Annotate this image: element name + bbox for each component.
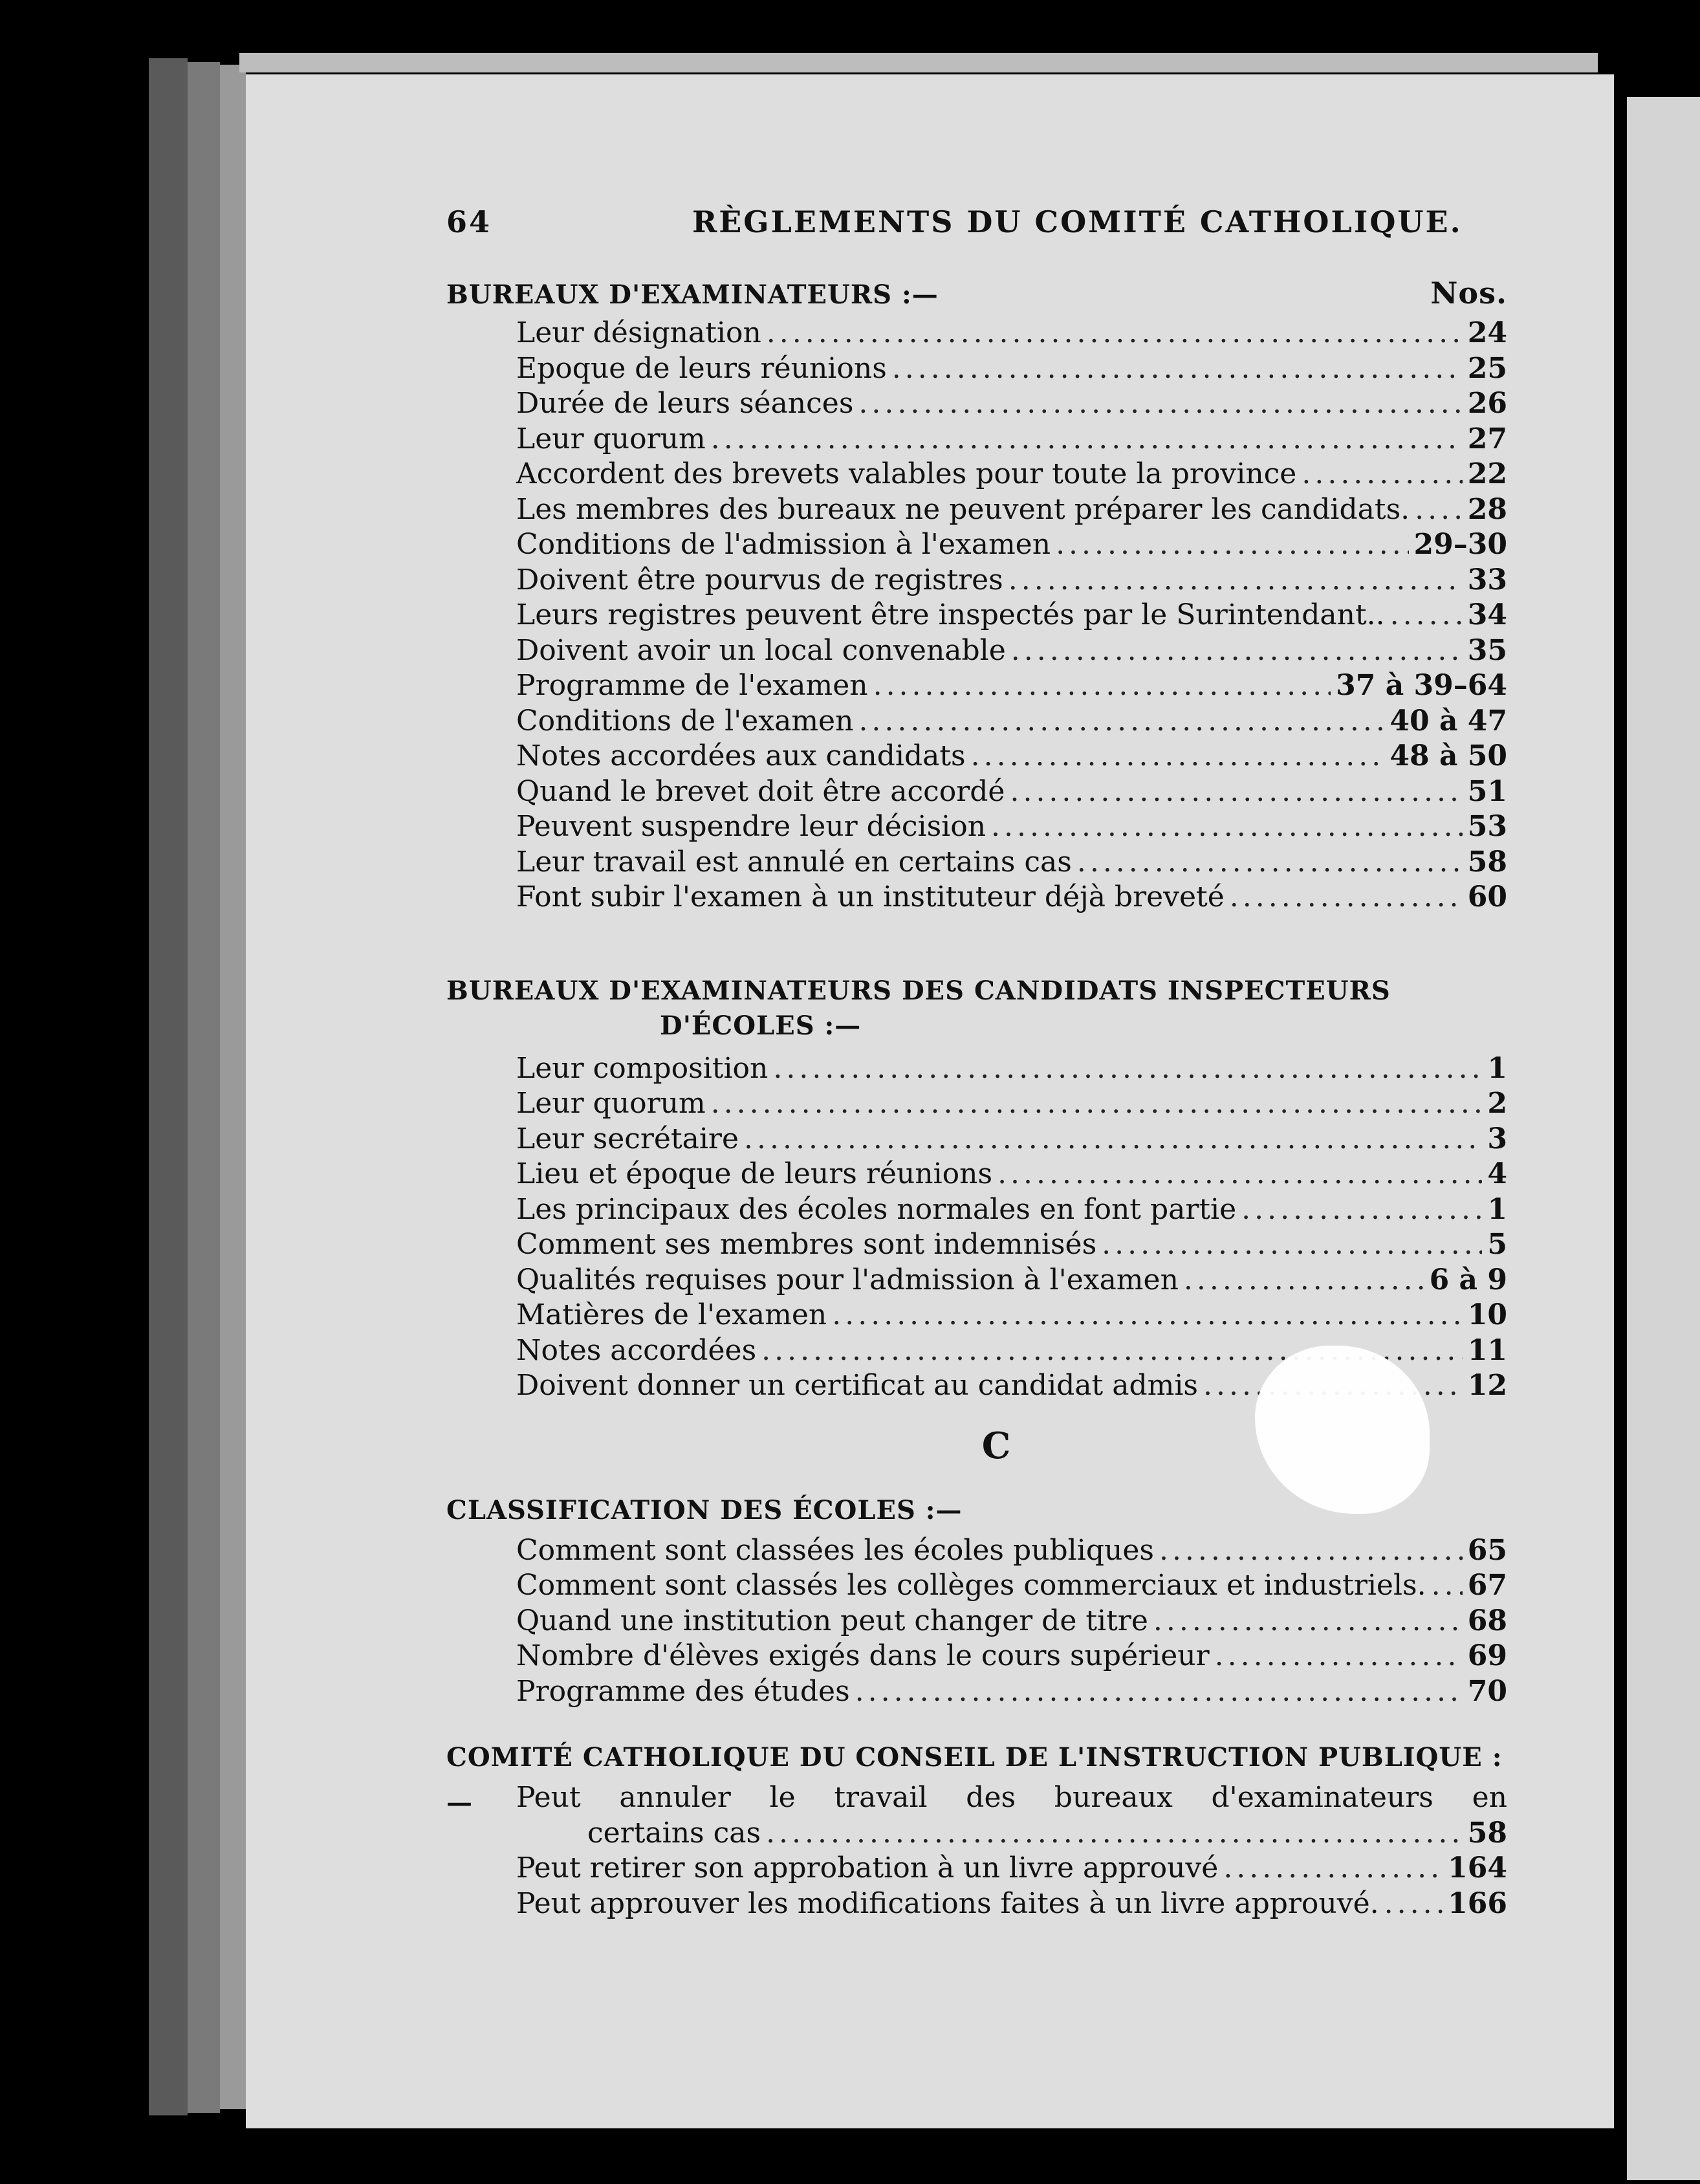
list-item [446, 809, 1507, 845]
leader-dots [892, 351, 1463, 387]
section-title: BUREAUX D'EXAMINATEURS :— [446, 279, 939, 310]
leader-dots [971, 739, 1385, 774]
list-item [446, 422, 1507, 457]
list-item [446, 386, 1507, 422]
entry-number: 70 [1467, 1674, 1507, 1708]
entry-number: 51 [1467, 774, 1507, 808]
entry-text: Epoque de leurs réunions [516, 351, 887, 385]
entry-number: 48 à 50 [1389, 739, 1507, 772]
alphabet-letter: C [981, 1424, 1011, 1467]
leader-dots [832, 1298, 1463, 1333]
entry-number: 166 [1448, 1886, 1507, 1920]
list-item [446, 1886, 1507, 1922]
entry-number: 29–30 [1413, 528, 1507, 561]
entry-text: Comment ses membres sont indemnisés [516, 1228, 1097, 1261]
list-item [446, 1157, 1507, 1192]
section-heading [446, 974, 1507, 1043]
section-heading [446, 270, 1507, 316]
leader-dots [711, 1086, 1483, 1122]
entry-number: 1 [1487, 1051, 1507, 1085]
entry-number: 26 [1467, 387, 1507, 420]
entry-number: 22 [1467, 457, 1507, 490]
section-title: COMITÉ CATHOLIQUE DU CONSEIL DE L'INSTRUCTION PUBLIQUE :— [446, 1742, 1503, 1818]
entry-text: Nombre d'élèves exigés dans le cours supérieur [516, 1639, 1210, 1672]
entry-text: Font subir l'examen à un instituteur déjà breveté [516, 880, 1225, 913]
entry-number: 12 [1467, 1369, 1507, 1402]
leader-dots [773, 1051, 1482, 1087]
entry-list [446, 1851, 1507, 1921]
entry-number: 164 [1448, 1851, 1507, 1884]
leader-dots [1241, 1192, 1482, 1228]
entry-number: 60 [1467, 880, 1507, 913]
leader-dots [1010, 774, 1462, 810]
entry-text: Accordent des brevets valables pour toute la province [516, 457, 1297, 490]
page-stack-edge [188, 62, 220, 2113]
entry-text: Leur désignation [516, 316, 761, 349]
page-number: 64 [446, 204, 492, 239]
entry-number: 11 [1467, 1333, 1507, 1367]
list-item [446, 1086, 1507, 1122]
page-stack-edge [220, 65, 246, 2109]
index-content [446, 270, 1507, 1921]
list-item [446, 1851, 1507, 1886]
leader-dots [1008, 563, 1463, 598]
entry-number: 33 [1467, 563, 1507, 596]
leader-dots [1011, 633, 1463, 669]
entry-number: 67 [1467, 1569, 1507, 1602]
section-title-line1: BUREAUX D'EXAMINATEURS DES CANDIDATS INSPECTEURS [446, 975, 1391, 1006]
entry-text: Leur composition [516, 1051, 768, 1085]
leader-dots [766, 1816, 1463, 1851]
list-item [446, 1122, 1507, 1157]
entry-number: 37 à 39–64 [1336, 669, 1507, 702]
entry-text: Conditions de l'admission à l'examen [516, 528, 1051, 561]
entry-text: Comment sont classés les collèges commerciaux et industriels. [516, 1569, 1426, 1602]
entry-text: Doivent donner un certificat au candidat admis [516, 1369, 1199, 1402]
entry-number: 69 [1467, 1639, 1507, 1672]
list-item [446, 1639, 1507, 1674]
leader-dots [991, 809, 1463, 845]
list-item [446, 1263, 1507, 1298]
entry-text: Quand le brevet doit être accordé [516, 774, 1005, 808]
list-item [446, 1192, 1507, 1228]
entry-text: Les membres des bureaux ne peuvent préparer les candidats. [516, 492, 1410, 526]
column-label: Nos. [1430, 276, 1507, 311]
section-bureaux-inspecteurs [446, 974, 1507, 1404]
leader-dots [1184, 1263, 1424, 1298]
list-item [446, 492, 1507, 528]
entry-text: Doivent être pourvus de registres [516, 563, 1003, 596]
leader-dots [1302, 457, 1462, 492]
entry-text: Conditions de l'examen [516, 704, 854, 737]
section-classification [446, 1488, 1507, 1710]
entry-number: 5 [1487, 1228, 1507, 1261]
list-item [446, 563, 1507, 598]
entry-text: Leurs registres peuvent être inspectés par le Surintendant.. [516, 598, 1385, 631]
section-title-line2: D'ÉCOLES :— [660, 1010, 862, 1041]
leader-dots [1415, 492, 1463, 528]
entry-text: Leur travail est annulé en certains cas [516, 845, 1072, 879]
list-item [446, 527, 1507, 563]
leader-dots [744, 1122, 1482, 1157]
leader-dots [1077, 845, 1463, 880]
list-item [446, 1051, 1507, 1087]
list-item [446, 845, 1507, 880]
entry-number: 28 [1467, 492, 1507, 526]
entry-text: Leur quorum [516, 1087, 706, 1120]
leader-dots [711, 422, 1463, 457]
entry-number: 24 [1467, 316, 1507, 349]
list-item [446, 704, 1507, 739]
list-item [446, 1780, 1507, 1851]
leader-dots [873, 668, 1331, 704]
leader-dots [855, 1674, 1463, 1710]
facing-page [1627, 97, 1700, 2180]
list-item [446, 316, 1507, 351]
list-item [446, 1298, 1507, 1333]
entry-text: Comment sont classées les écoles publiques [516, 1533, 1154, 1567]
list-item [446, 1674, 1507, 1710]
list-item [446, 1533, 1507, 1569]
leader-dots [1390, 598, 1463, 633]
leader-dots [1159, 1533, 1463, 1569]
entry-text: Matières de l'examen [516, 1298, 827, 1331]
entry-text: Peut approuver les modifications faites à un livre approuvé. [516, 1886, 1379, 1920]
section-title: CLASSIFICATION DES ÉCOLES :— [446, 1494, 963, 1525]
leader-dots [1384, 1886, 1443, 1922]
entry-text: Durée de leurs séances [516, 387, 854, 420]
leader-dots [1056, 527, 1408, 563]
leader-dots [1215, 1639, 1463, 1674]
entry-text: Doivent avoir un local convenable [516, 633, 1006, 667]
entry-text: Lieu et époque de leurs réunions [516, 1157, 993, 1190]
entry-text: Qualités requises pour l'admission à l'examen [516, 1263, 1179, 1296]
entry-number: 65 [1467, 1533, 1507, 1567]
list-item [446, 457, 1507, 492]
entry-text: Programme de l'examen [516, 669, 868, 702]
list-item [446, 1568, 1507, 1604]
entry-text: Notes accordées aux candidats [516, 739, 966, 772]
leader-dots [858, 704, 1384, 739]
entry-text: Peut retirer son approbation à un livre approuvé [516, 1851, 1219, 1884]
entry-text: Leur quorum [516, 422, 706, 455]
list-item [446, 668, 1507, 704]
list-item [446, 774, 1507, 810]
entry-text: Peuvent suspendre leur décision [516, 810, 986, 843]
section-bureaux-examinateurs [446, 270, 1507, 915]
leader-dots [1432, 1568, 1463, 1604]
entry-number: 2 [1487, 1087, 1507, 1120]
entry-number: 4 [1487, 1157, 1507, 1190]
list-item [446, 1604, 1507, 1639]
entry-number: 6 à 9 [1429, 1263, 1507, 1296]
leader-dots [997, 1157, 1482, 1192]
entry-number: 1 [1487, 1192, 1507, 1226]
list-item [446, 880, 1507, 915]
leader-dots [767, 316, 1463, 351]
entry-text: certains cas [587, 1816, 761, 1850]
entry-number: 40 à 47 [1389, 704, 1507, 737]
entry-text: Leur secrétaire [516, 1122, 739, 1155]
leader-dots [858, 386, 1462, 422]
entry-number: 53 [1467, 810, 1507, 843]
entry-number: 27 [1467, 422, 1507, 455]
page-top-edge [239, 53, 1598, 72]
entry-list [446, 1533, 1507, 1710]
leader-dots [1153, 1604, 1463, 1639]
entry-number: 34 [1467, 598, 1507, 631]
entry-number: 35 [1467, 633, 1507, 667]
leader-dots [1102, 1227, 1482, 1263]
running-title: RÈGLEMENTS DU COMITÉ CATHOLIQUE. [692, 204, 1463, 239]
entry-text: Les principaux des écoles normales en font partie [516, 1192, 1237, 1226]
entry-number: 10 [1467, 1298, 1507, 1331]
entry-number: 58 [1467, 1816, 1507, 1850]
entry-text: Programme des études [516, 1674, 850, 1708]
entry-text: Peut annuler le travail des bureaux d'examinateurs en [516, 1781, 1507, 1814]
entry-number: 58 [1467, 845, 1507, 879]
entry-list [446, 316, 1507, 915]
page-stack-edge [149, 58, 188, 2115]
leader-dots [1223, 1851, 1443, 1886]
entry-text: Notes accordées [516, 1333, 757, 1367]
leader-dots [1230, 880, 1463, 915]
list-item [446, 1227, 1507, 1263]
list-item [446, 598, 1507, 633]
entry-number: 68 [1467, 1604, 1507, 1637]
list-item [446, 633, 1507, 669]
list-item [446, 351, 1507, 387]
entry-text: Quand une institution peut changer de titre [516, 1604, 1148, 1637]
entry-number: 3 [1487, 1122, 1507, 1155]
section-comite-catholique [446, 1735, 1507, 1921]
list-item [446, 739, 1507, 774]
entry-number: 25 [1467, 351, 1507, 385]
